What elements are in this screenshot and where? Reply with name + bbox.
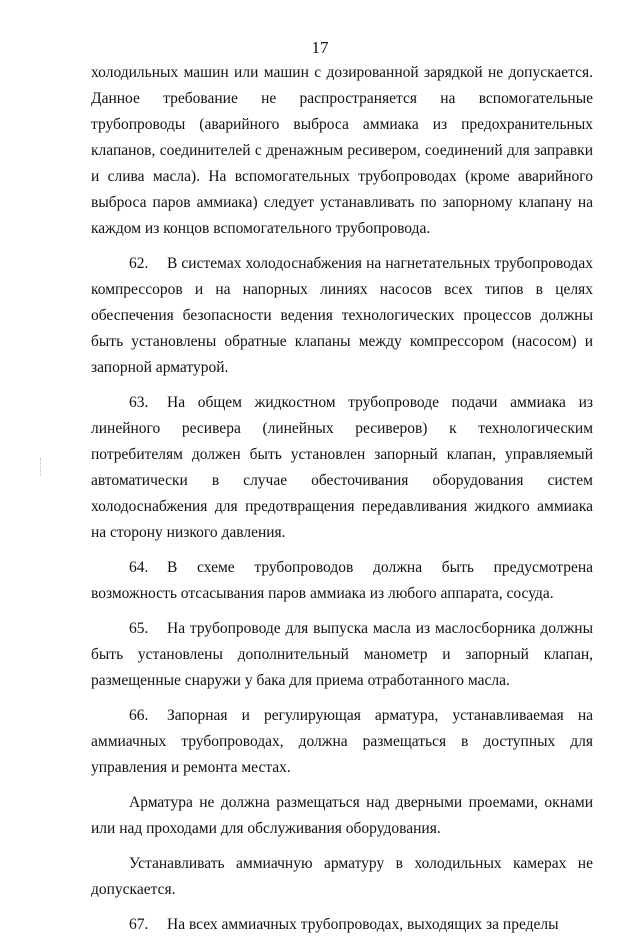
paragraph-number: 65. <box>129 620 149 637</box>
paragraph-number: 66. <box>129 707 149 724</box>
paragraph-66-cold-chambers <box>91 851 593 903</box>
paragraph-63 <box>91 390 593 546</box>
paragraph-number: 62. <box>129 255 149 272</box>
paragraph-text: В схеме трубопроводов должна быть предусмотрена возможность отсасывания паров аммиака из любого аппарата, сосуда. <box>91 559 593 602</box>
paragraph-67 <box>91 912 593 938</box>
paragraph-text: холодильных машин или машин с дозированной зарядкой не допускается. Данное требование не распространяется на вспомогательные трубопроводы (аварийного выброса аммиака из предохранительных клапанов, соединителей с дренажным ресивером, соединений для заправки и слива масла). На вспомогательных трубопроводах (кроме аварийного выброса паров аммиака) следует устанавливать по запорному клапану на каждом из концов вспомогательного трубопровода. <box>91 64 593 237</box>
paragraph-continuation <box>91 60 593 242</box>
paragraph-text: На всех аммиачных трубопроводах, выходящих за пределы <box>167 916 559 933</box>
paragraph-66-armature <box>91 790 593 842</box>
paragraph-66 <box>91 703 593 781</box>
paragraph-text: Запорная и регулирующая арматура, устанавливаемая на аммиачных трубопроводах, должна размещаться в доступных для управления и ремонта местах. <box>91 707 593 776</box>
paragraph-number: 63. <box>129 394 149 411</box>
scan-margin-mark <box>40 458 42 476</box>
page-number: 17 <box>311 38 329 57</box>
paragraph-text: На общем жидкостном трубопроводе подачи аммиака из линейного ресивера (линейных ресиверов) к технологическим потребителям должен быть установлен запорный клапан, управляемый автоматически в случае обесточивания оборудования систем холодоснабжения для предотвращения передавливания жидкого аммиака на сторону низкого давления. <box>91 394 593 541</box>
paragraph-text: Устанавливать аммиачную арматуру в холодильных камерах не допускается. <box>91 855 593 898</box>
document-body <box>91 60 593 938</box>
paragraph-text: В системах холодоснабжения на нагнетательных трубопроводах компрессоров и на напорных линиях насосов всех типов в целях обеспечения безопасности ведения технологических процессов должны быть установлены обратные клапаны между компрессором (насосом) и запорной арматурой. <box>91 255 593 376</box>
paragraph-62 <box>91 251 593 381</box>
paragraph-number: 67. <box>129 916 149 933</box>
paragraph-64 <box>91 555 593 607</box>
paragraph-65 <box>91 616 593 694</box>
paragraph-number: 64. <box>129 559 149 576</box>
paragraph-text: Арматура не должна размещаться над дверными проемами, окнами или над проходами для обслуживания оборудования. <box>91 794 593 837</box>
paragraph-text: На трубопроводе для выпуска масла из маслосборника должны быть установлены дополнительный манометр и запорный клапан, размещенные снаружи у бака для приема отработанного масла. <box>91 620 593 689</box>
